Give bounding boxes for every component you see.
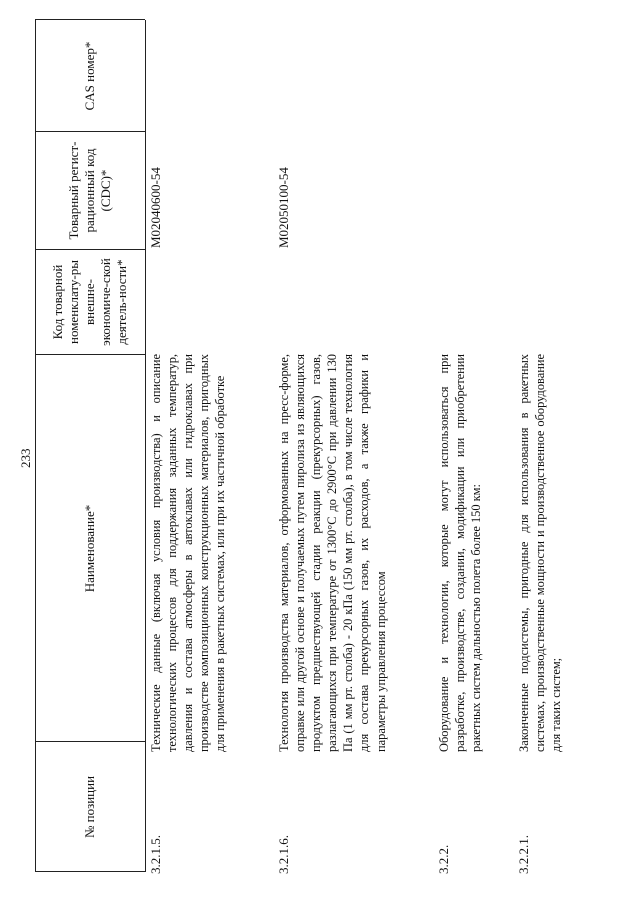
header-tnved-code: Код товарной номенклату-ры внешне-экономиче-ской деятель-ности* [50,258,129,346]
row-cdc-code: M02040600-54 [148,167,163,248]
page-number: 233 [18,448,33,468]
header-cdc-code: Товарный регист-рационный код (CDC)* [66,141,113,240]
row-position: 3.2.2.1. [516,835,531,874]
row-position: 3.2.1.5. [148,835,163,874]
header-cas-number: CAS номер* [82,41,97,111]
row-description: Технология производства материалов, отформованных на пресс-форме, оправке или другой основе и получаемых путем пиролиза из являющихся продуктом предшествующей стадии реакции (прекурсорных) газов, разлагающихся при температуре от 1300°С до 2900°С при давлении 130 Па (1 мм рт. столба) - 20 кПа (150 мм рт. столба), в том числе технология для состава прекурсорных газов, их расходов, а также графики и параметры управления процессом [277,354,388,752]
row-description: Законченные подсистемы, пригодные для использования в ракетных системах, производственные мощности и производственное оборудование для таких систем; [517,354,564,752]
row-position: 3.2.2. [436,844,451,874]
header-position: № позиции [82,775,97,839]
table-header-divider [145,20,146,872]
header-name: Наименование* [82,504,97,593]
row-cdc-code: M02050100-54 [276,167,291,248]
row-position: 3.2.1.6. [276,835,291,874]
row-description: Технические данные (включая условия производства) и описание технологических процессов для поддержания заданных температур, давления и состава атмосферы в автоклавах или гидроклавах при производстве композиционных конструкционных материалов, пригодных для применения в ракетных системах, или при их частичной обработке [149,354,228,752]
column-divider-3 [35,249,145,250]
row-description: Оборудование и технологии, которые могут использоваться при разработке, производстве, создании, модификации или приобретении ракетных систем дальностью полета более 150 км: [437,354,484,752]
